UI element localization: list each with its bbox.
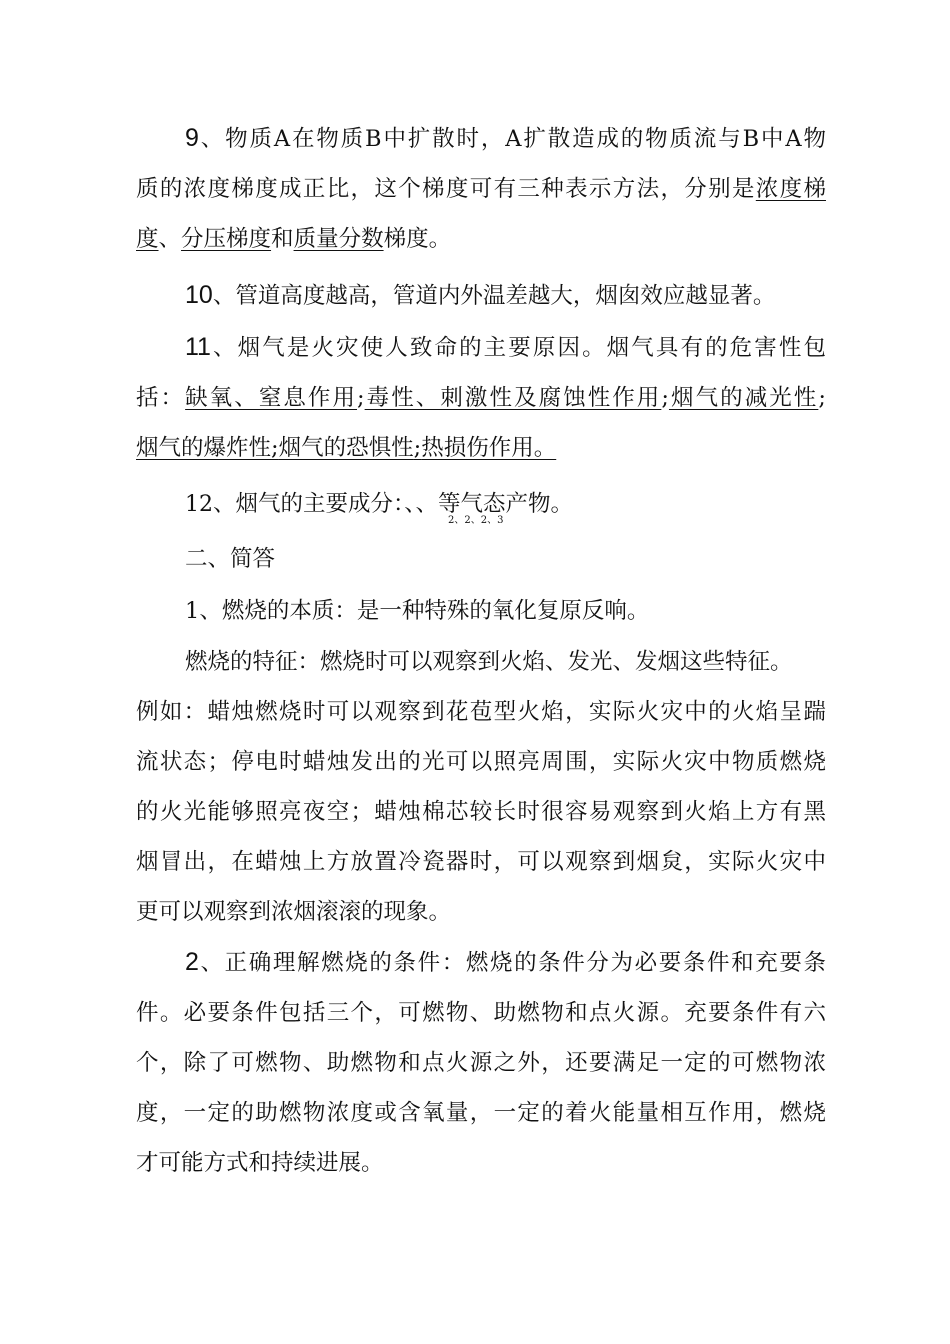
answer-toxicity: 毒性、刺激性及腐蚀性作用 bbox=[364, 385, 662, 411]
item-9-line-3: 度、分压梯度和质量分数梯度。 bbox=[136, 226, 452, 252]
item-11-number: 11 bbox=[185, 333, 211, 361]
answer-concentration-gradient: 浓度梯 bbox=[755, 176, 826, 202]
answer-hypoxia: 缺氧、窒息作用 bbox=[185, 385, 358, 411]
answer-fear: 烟气的恐惧性 bbox=[278, 435, 414, 461]
answer-partial-pressure-gradient: 分压梯度 bbox=[181, 226, 272, 252]
item-9 bbox=[136, 113, 826, 264]
section-heading-short-answer: 二、简答 bbox=[185, 546, 276, 572]
item-12-number: 12 bbox=[185, 492, 213, 517]
answer-1-features: 燃烧的特征：燃烧时可以观察到火焰、发光、发烟这些特征。 例如：蜡烛燃烧时可以观察到花苞型火焰，实际火灾中的火焰呈踹 流状态；停电时蜡烛发出的光可以照亮周围，实际火灾中物质燃烧 的火光能够照亮夜空；蜡烛棉芯较长时很容易观察到火焰上方有黑 烟冒出，在蜡烛上方放置冷瓷器时，可以观察到烟炱，实际火灾中 更可以观察到浓烟滚滚的现象。 bbox=[136, 649, 826, 925]
item-9-line-2: 质的浓度梯度成正比，这个梯度可有三种表示方法，分别是浓度梯 bbox=[136, 176, 826, 202]
answer-2-number: 2 bbox=[185, 948, 199, 976]
item-11-line-3: 烟气的爆炸性;烟气的恐惧性;热损伤作用。 bbox=[136, 435, 557, 461]
item-9-line-1: 9、物质A在物质B中扩散时，A扩散造成的物质流与B中A物 bbox=[185, 124, 826, 152]
item-10: 10、管道高度越高，管道内外温差越大，烟囱效应越显著。 bbox=[185, 281, 776, 309]
answer-heat-damage: 热损伤作用。 bbox=[421, 435, 557, 461]
answer-light-reduction: 烟气的减光性 bbox=[668, 385, 819, 411]
item-11-line-1: 11、烟气是火灾使人致命的主要原因。烟气具有的危害性包 bbox=[185, 333, 826, 361]
item-9-number: 9 bbox=[185, 124, 199, 152]
answer-explosiveness: 烟气的爆炸性 bbox=[136, 435, 272, 461]
answer-1-essence: 1、燃烧的本质：是一种特殊的氧化复原反响。 bbox=[185, 598, 650, 624]
item-11 bbox=[136, 322, 826, 473]
answer-mass-fraction: 质量分数 bbox=[293, 226, 384, 252]
item-12-subscript-note: 2、2、2、3 bbox=[448, 515, 504, 526]
item-10-number: 10 bbox=[185, 281, 213, 309]
item-12: 12、烟气的主要成分：、、等气态产物。 bbox=[185, 491, 574, 517]
answer-2-conditions: 2、正确理解燃烧的条件：燃烧的条件分为必要条件和充要条 件。必要条件包括三个，可燃物、助燃物和点火源。充要条件有六 个，除了可燃物、助燃物和点火源之外，还要满足一定的可燃物浓 度，一定的助燃物浓度或含氧量，一定的着火能量相互作用，燃烧 才可能方式和持续进展。 bbox=[136, 948, 826, 1176]
item-11-line-2: 括：缺氧、窒息作用;毒性、刺激性及腐蚀性作用;烟气的减光性; bbox=[136, 385, 826, 411]
